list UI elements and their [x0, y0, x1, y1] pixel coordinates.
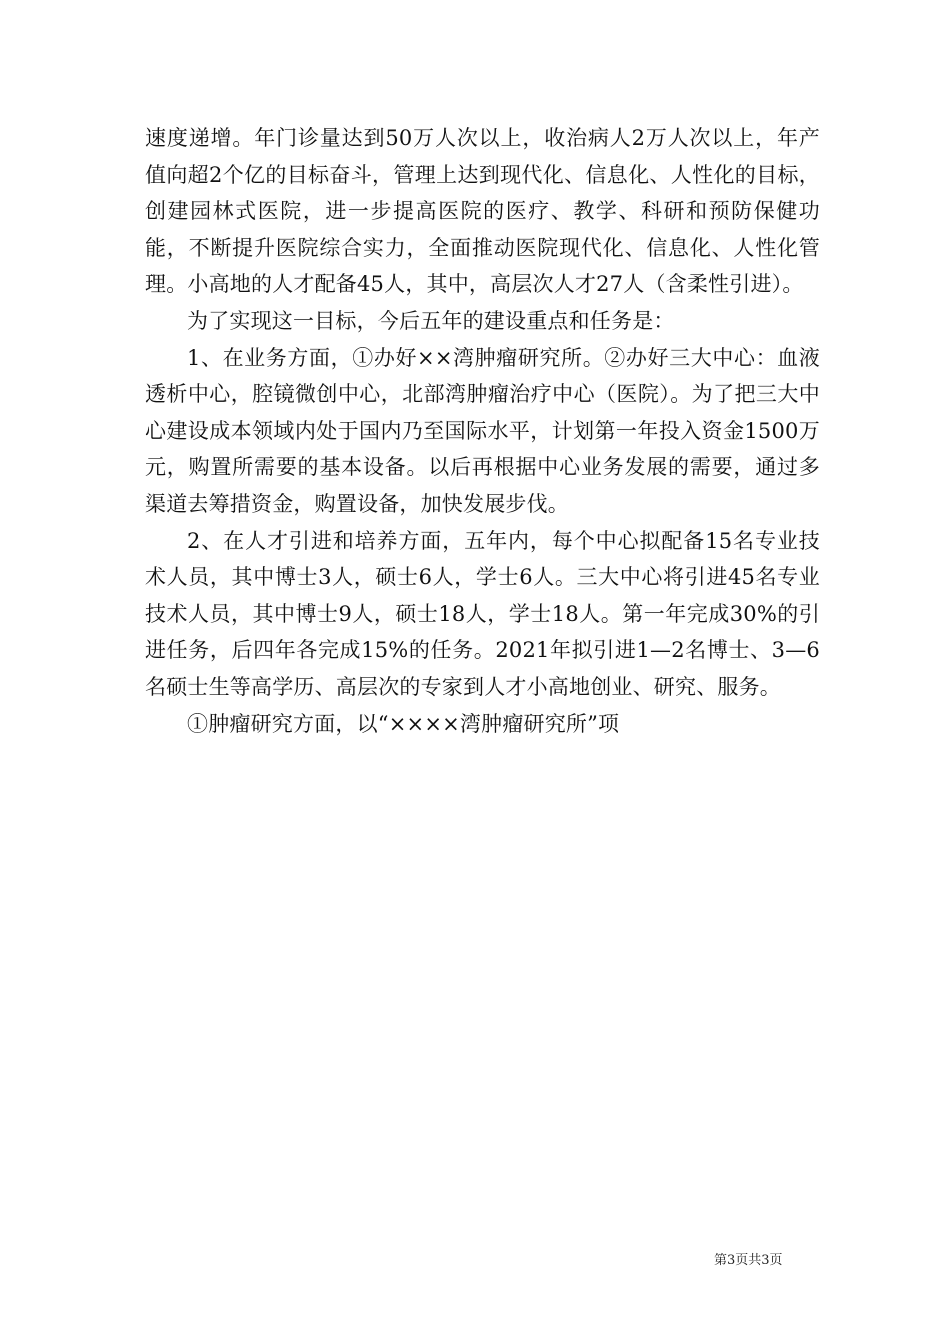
paragraph-2: 为了实现这一目标，今后五年的建设重点和任务是：: [187, 308, 675, 333]
paragraph-4: 2、在人才引进和培养方面，五年内，每个中心拟配备15名专业技术人员，其中博士3人，硕士6人，学士6人。三大中心将引进45名专业技术人员，其中博士9人，硕士18人，学士18人。第一年完成30%的引进任务，后四年各完成15%的任务。2021年拟引进1—2名博士、3—6名硕士生等高学历、高层次的专家到人才小高地创业、研究、服务。: [145, 528, 820, 699]
page-number: 第3页共3页: [714, 1253, 783, 1268]
document-body: [145, 120, 820, 742]
paragraph-5: ①肿瘤研究方面，以“××××湾肿瘤研究所”项: [187, 711, 620, 736]
paragraph-3: 1、在业务方面，①办好××湾肿瘤研究所。②办好三大中心：血液透析中心，腔镜微创中心，北部湾肿瘤治疗中心（医院）。为了把三大中心建设成本领域内处于国内乃至国际水平，计划第一年投入资金1500万元，购置所需要的基本设备。以后再根据中心业务发展的需要，通过多渠道去筹措资金，购置设备，加快发展步伐。: [145, 345, 820, 516]
paragraph-1: 速度递增。年门诊量达到50万人次以上，收治病人2万人次以上，年产值向超2个亿的目标奋斗，管理上达到现代化、信息化、人性化的目标，创建园林式医院，进一步提高医院的医疗、教学、科研和预防保健功能，不断提升医院综合实力，全面推动医院现代化、信息化、人性化管理。小高地的人才配备45人，其中，高层次人才27人（含柔性引进）。: [145, 126, 820, 297]
